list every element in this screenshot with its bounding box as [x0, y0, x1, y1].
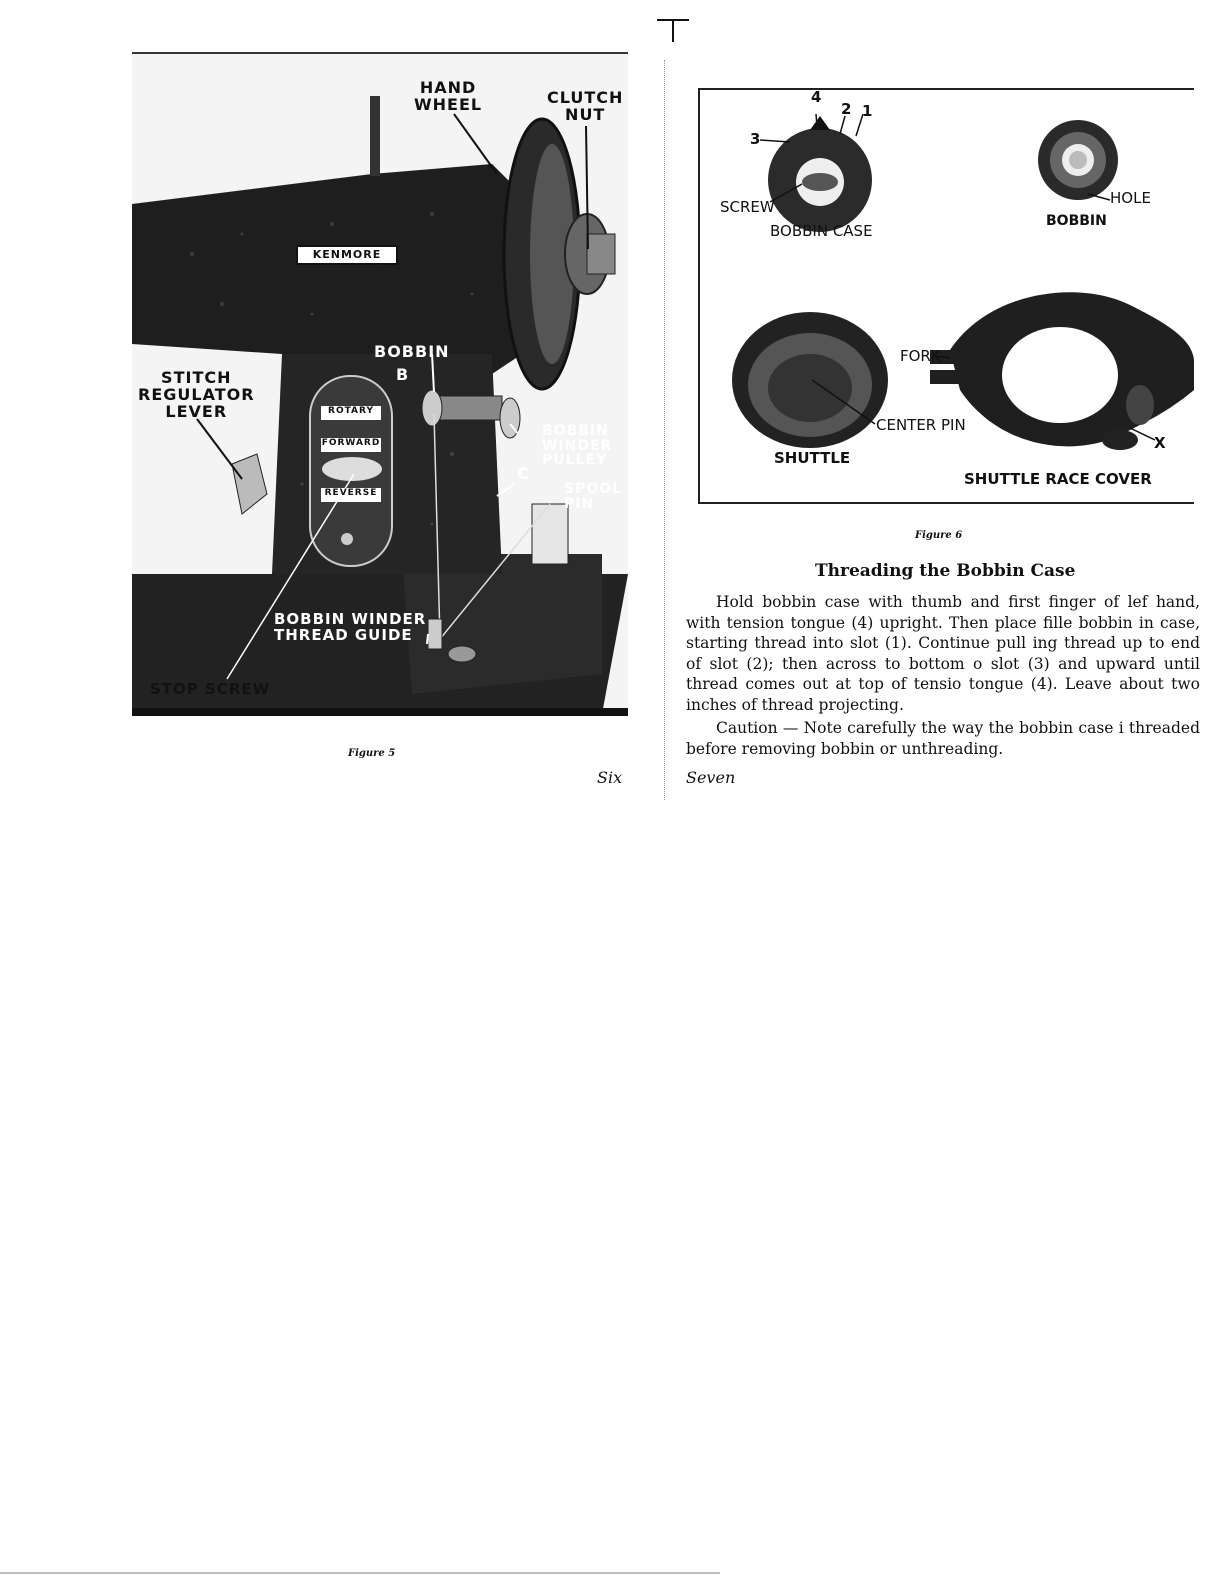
label-number-2: 2: [841, 100, 852, 118]
label-bobbin-case: BOBBIN CASE: [770, 222, 873, 240]
label-number-4: 4: [811, 88, 822, 106]
shuttle-race-cover-icon: [930, 292, 1194, 450]
caution-paragraph: Caution — Note carefully the way the bobbin case i threaded before removing bobbin or unthreading.: [686, 719, 1200, 758]
label-bobbin-winder-pulley: BOBBIN WINDER PULLEY: [542, 423, 613, 469]
label-b: B: [396, 365, 410, 384]
label-reverse: REVERSE: [324, 488, 378, 498]
label-bobbin-part: BOBBIN: [1046, 213, 1107, 229]
crop-mark-icon: [655, 14, 691, 44]
scan-edge-line: [0, 1572, 720, 1574]
page-number-left: Six: [597, 768, 623, 787]
label-center-pin: CENTER PIN: [876, 416, 966, 434]
figure-6-diagram: [698, 88, 1194, 504]
figure-5-caption: Figure 5: [348, 748, 396, 759]
bobbin-parts-illustration: [700, 90, 1194, 502]
label-x: X: [1154, 434, 1166, 452]
label-bobbin-winder-thread-guide: BOBBIN WINDER THREAD GUIDE: [274, 610, 427, 644]
label-kenmore: KENMORE: [312, 248, 382, 261]
label-bobbin: BOBBIN: [374, 342, 450, 361]
label-stop-screw: STOP SCREW: [150, 680, 271, 698]
label-shuttle: SHUTTLE: [774, 449, 851, 467]
bobbin-icon: [1038, 120, 1118, 200]
label-forward: FORWARD: [321, 438, 381, 448]
label-screw: SCREW: [720, 198, 775, 216]
label-stitch-regulator-lever: STITCH REGULATOR LEVER: [138, 368, 255, 421]
label-number-3: 3: [750, 130, 761, 148]
figure-5-photo: [132, 52, 628, 716]
label-fork: FORK: [900, 347, 941, 365]
label-c: C: [517, 464, 530, 483]
label-hand-wheel: HAND WHEEL: [414, 78, 483, 114]
instructions-paragraph: Hold bobbin case with thumb and first finger of lef hand, with tension tongue (4) upright. Then place fille bobbin in case, starting thread into slot (1). Continue pull ing thread up to end of slot (2); then across to bottom o slot (3) and upward until thread comes out at top of tensio tongue (4). Leave about two inches of thread projecting.: [686, 593, 1200, 714]
figure-6-caption: Figure 6: [915, 530, 963, 541]
label-spool-pin: SPOOL PIN: [564, 481, 623, 512]
section-heading: Threading the Bobbin Case: [815, 561, 1076, 581]
label-clutch-nut: CLUTCH NUT: [547, 88, 624, 124]
page-fold-line: [664, 60, 665, 800]
page-number-right: Seven: [686, 768, 736, 787]
label-number-1: 1: [862, 102, 873, 120]
label-shuttle-race-cover: SHUTTLE RACE COVER: [964, 470, 1152, 488]
label-hole: HOLE: [1110, 189, 1151, 207]
label-rotary: ROTARY: [328, 406, 374, 416]
shuttle-icon: [732, 312, 888, 448]
